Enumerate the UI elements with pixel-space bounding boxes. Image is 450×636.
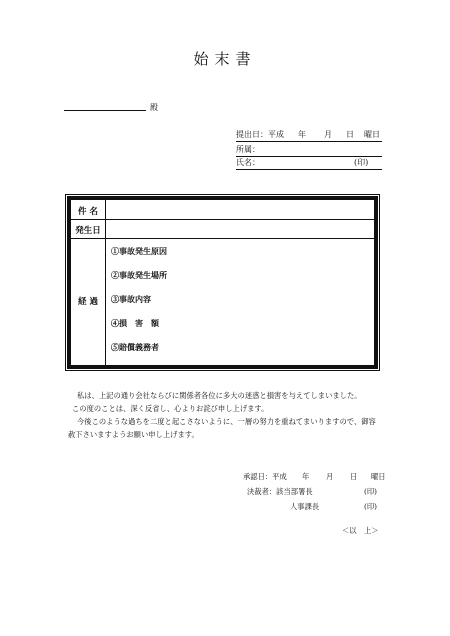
table-column-divider (105, 200, 106, 365)
item-damage-amount: ④損 害 額 (111, 318, 159, 328)
hr-manager-seal: (印) (364, 502, 377, 511)
submission-year: 年 (298, 130, 306, 139)
statement-line-1: 私は、上記の通り会社ならびに関係者各位に多大の迷惑と損害を与えてしまいました。 (77, 391, 362, 400)
seal-mark: (印) (354, 158, 369, 167)
table-row-divider (71, 238, 374, 239)
statement-line-2: この度のことは、深く反省し、心よりお詫び申し上げます。 (72, 404, 269, 413)
submission-date-row (236, 129, 382, 142)
statement-line-4: 赦下さいますようお願い申し上げます。 (68, 430, 199, 439)
name-row (236, 157, 382, 170)
subject-label: 件 名 (78, 207, 98, 217)
table-row-divider (71, 219, 374, 220)
statement-line-3: 今後このような過ちを二度と起こさないように、一層の努力を重ねてまいりますので、御容 (77, 417, 376, 426)
approver-label: 決裁者：該当部署長 (247, 487, 313, 496)
addressee-line (64, 110, 146, 111)
affiliation-label: 所属： (236, 145, 260, 154)
submission-weekday: 曜日 (364, 130, 380, 139)
item-location: ②事故発生場所 (111, 270, 167, 280)
approver-seal: (印) (364, 487, 377, 496)
approval-month: 月 (326, 472, 334, 481)
submission-month: 月 (324, 130, 332, 139)
progress-label: 経 過 (78, 297, 98, 307)
affiliation-row (236, 144, 382, 157)
item-cause: ①事故発生原因 (111, 246, 167, 256)
submission-day: 日 (346, 130, 354, 139)
submission-date-label: 提出日：平成 (236, 130, 284, 139)
name-label: 氏名： (236, 158, 260, 167)
date-label: 発生日 (75, 226, 101, 236)
hr-manager-label: 人事課長 (290, 502, 320, 511)
addressee-suffix: 殿 (150, 103, 158, 112)
document-title: 始末書 (193, 50, 257, 68)
incident-table (67, 196, 378, 369)
approval-date-label: 承認日：平成 (243, 472, 287, 481)
approval-day: 日 (350, 472, 358, 481)
item-details: ③事故内容 (111, 294, 151, 304)
approval-year: 年 (302, 472, 310, 481)
closing-mark: ＜以 上＞ (342, 526, 379, 535)
item-liable-party: ⑤賠償義務者 (111, 342, 159, 352)
approval-weekday: 曜日 (371, 472, 386, 481)
